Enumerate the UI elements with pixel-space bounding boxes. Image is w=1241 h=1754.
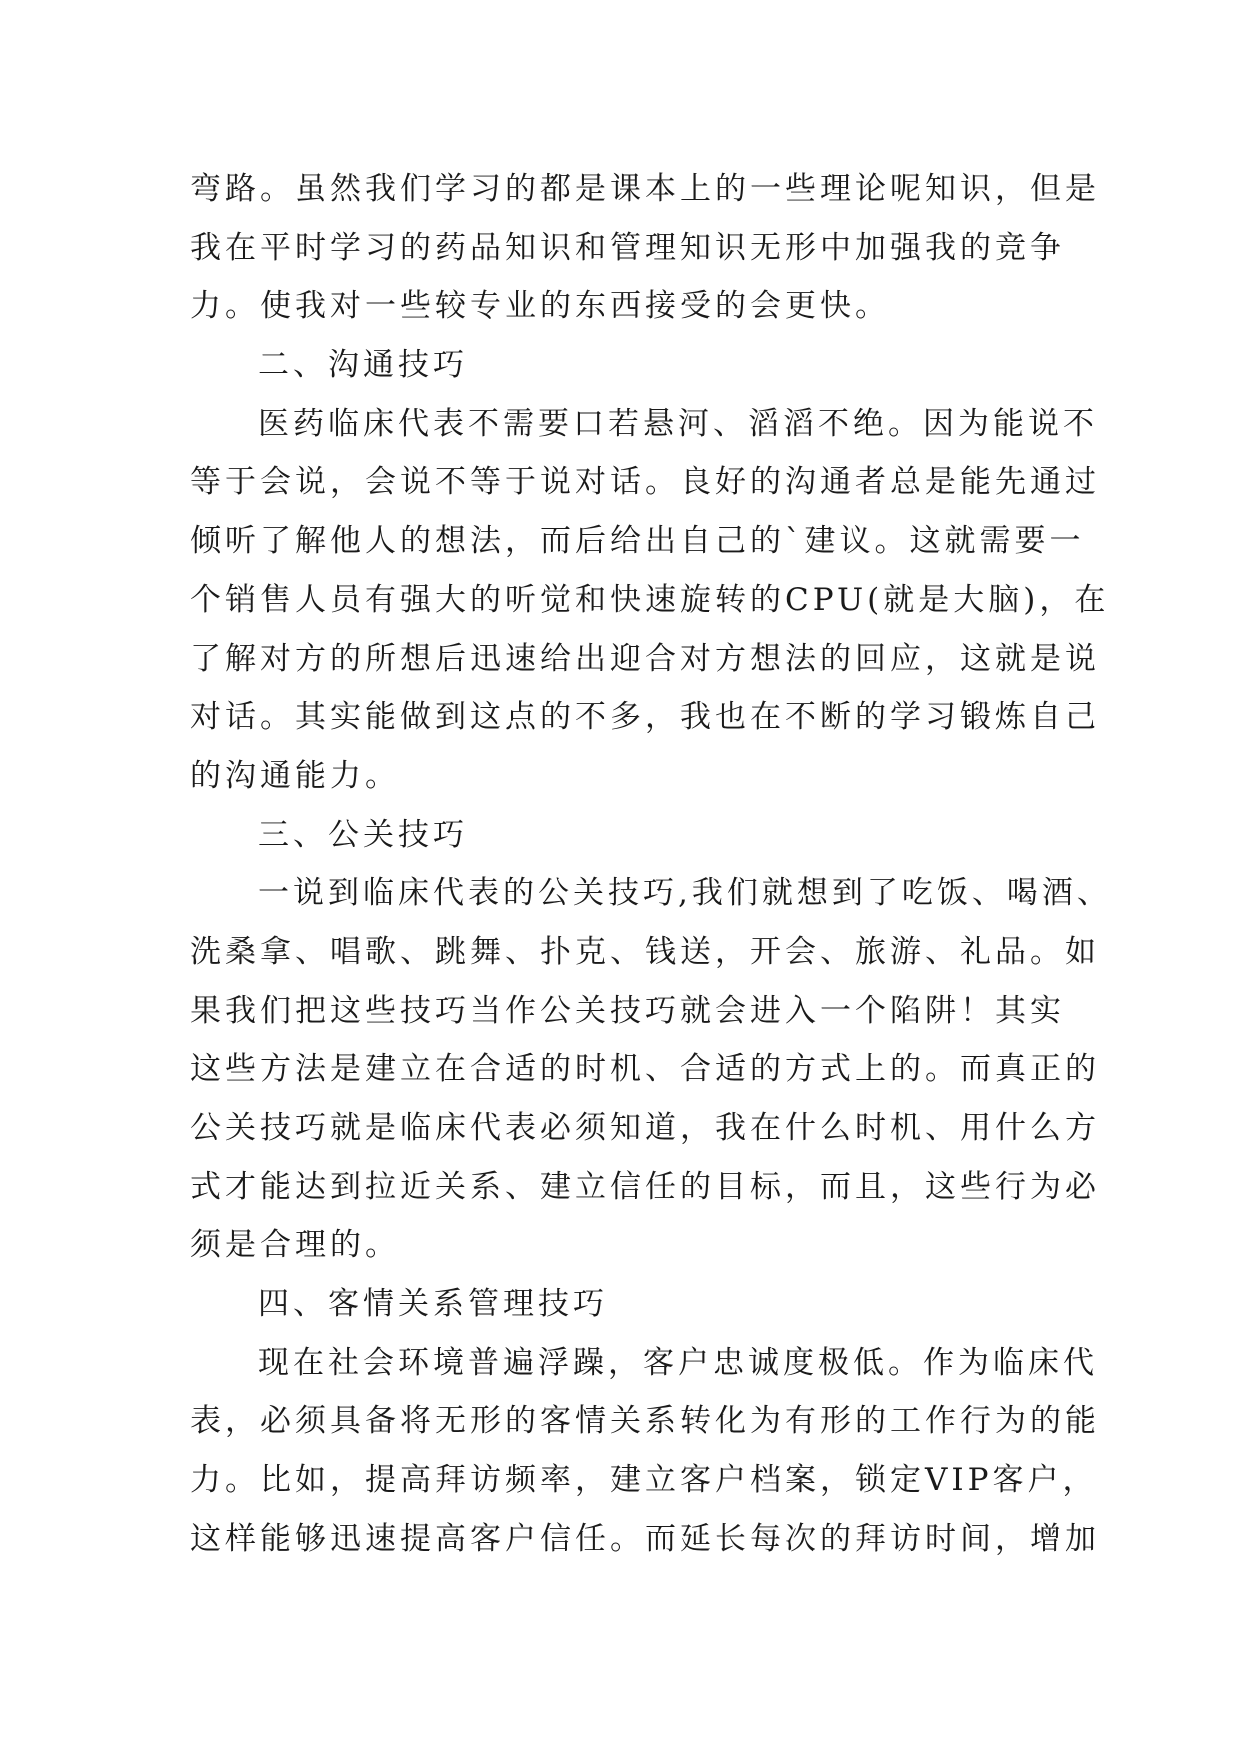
text-line: 须是合理的。 — [190, 1227, 400, 1264]
text-line: 倾听了解他人的想法，而后给出自己的`建议。这就需要一 — [190, 523, 1085, 560]
text-line: 力。比如，提高拜访频率，建立客户档案，锁定VIP客户， — [190, 1462, 1098, 1499]
text-line: 等于会说，会说不等于说对话。良好的沟通者总是能先通过 — [190, 464, 1100, 501]
text-line: 我在平时学习的药品知识和管理知识无形中加强我的竞争 — [190, 229, 1065, 266]
text-line: 力。使我对一些较专业的东西接受的会更快。 — [190, 288, 890, 325]
section-heading-communication — [190, 336, 1052, 395]
text-line: 了解对方的所想后迅速给出迎合对方想法的回应，这就是说 — [190, 640, 1100, 677]
paragraph-continuation — [190, 160, 1100, 336]
text-line: 个销售人员有强大的听觉和快速旋转的CPU(就是大脑)，在 — [190, 581, 1110, 618]
text-line: 表，必须具备将无形的客情关系转化为有形的工作行为的能 — [190, 1403, 1100, 1440]
text-line: 对话。其实能做到这点的不多，我也在不断的学习锻炼自己 — [190, 699, 1100, 736]
text-line: 公关技巧就是临床代表必须知道，我在什么时机、用什么方 — [190, 1110, 1100, 1146]
section-heading: 四、客情关系管理技巧 — [258, 1286, 608, 1323]
paragraph-customer-relations — [190, 1334, 1100, 1569]
text-line: 式才能达到拉近关系、建立信任的目标，而且，这些行为必 — [190, 1168, 1100, 1205]
paragraph-pr — [190, 864, 1112, 1275]
text-line: 一说到临床代表的公关技巧,我们就想到了吃饭、喝酒、 — [258, 875, 1112, 912]
section-heading-pr — [190, 806, 1052, 865]
text-line: 弯路。虽然我们学习的都是课本上的一些理论呢知识，但是 — [190, 171, 1100, 207]
text-line: 这样能够迅速提高客户信任。而延长每次的拜访时间，增加 — [190, 1520, 1100, 1557]
text-line: 果我们把这些技巧当作公关技巧就会进入一个陷阱！其实 — [190, 992, 1065, 1029]
section-heading: 三、公关技巧 — [258, 816, 468, 853]
section-heading-customer-relations — [190, 1275, 1052, 1334]
text-line: 医药临床代表不需要口若悬河、滔滔不绝。因为能说不 — [258, 405, 1098, 442]
text-line: 的沟通能力。 — [190, 757, 400, 794]
text-line: 洗桑拿、唱歌、跳舞、扑克、钱送，开会、旅游、礼品。如 — [190, 933, 1100, 970]
document-body — [190, 160, 1112, 1569]
paragraph-communication — [190, 395, 1110, 806]
text-line: 现在社会环境普遍浮躁，客户忠诚度极低。作为临床代 — [258, 1344, 1098, 1381]
text-line: 这些方法是建立在合适的时机、合适的方式上的。而真正的 — [190, 1051, 1100, 1088]
section-heading: 二、沟通技巧 — [258, 347, 468, 384]
